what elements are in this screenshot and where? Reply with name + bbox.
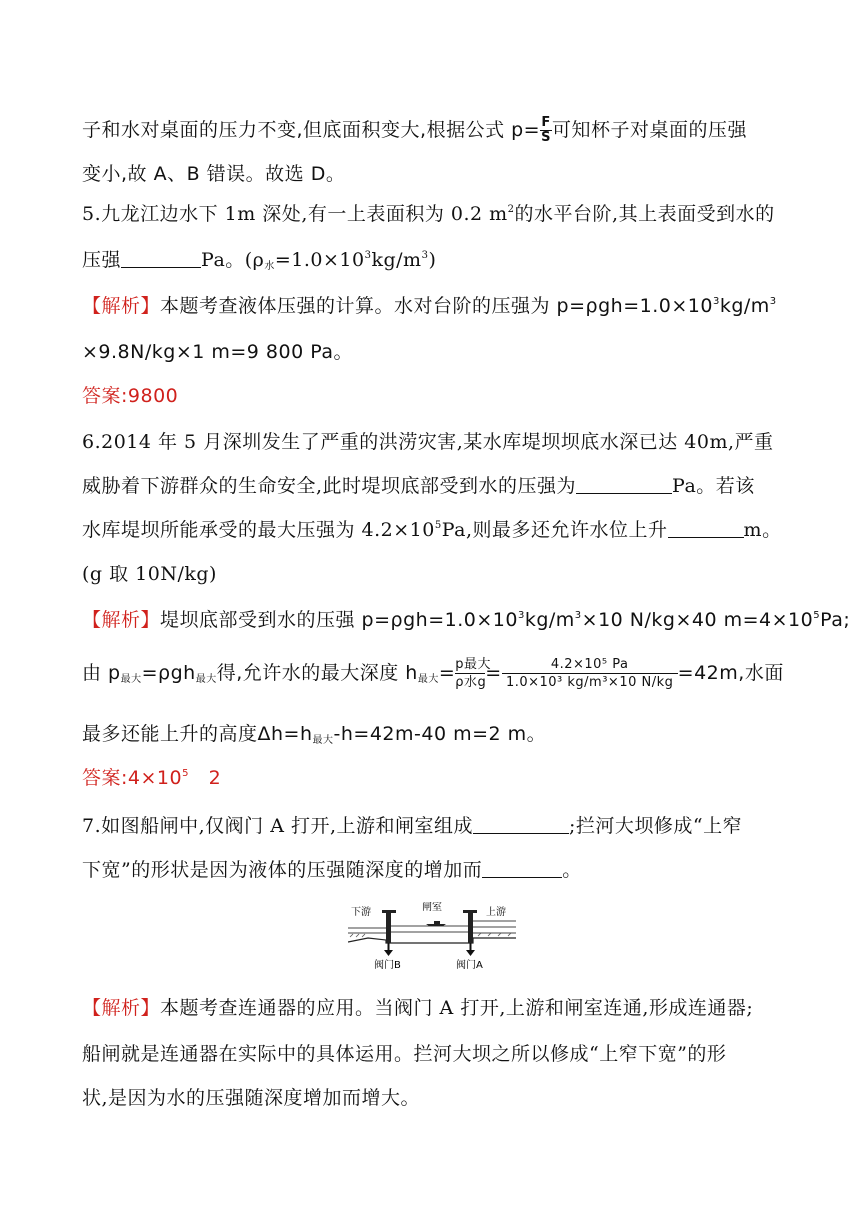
analysis-5-line2 (82, 338, 800, 366)
gate-b-top (382, 910, 396, 913)
figure-label-valve-b: 阀门B (374, 960, 401, 970)
text: 子和水对桌面的压力不变,但底面积变大,根据公式 (82, 119, 512, 141)
fraction-f-over-s (540, 116, 552, 145)
arrow-a-head (466, 950, 475, 956)
text: =ρgh (141, 662, 196, 684)
subscript: 最大 (312, 735, 334, 746)
question-5-line2 (82, 246, 800, 274)
analysis-6-line1 (82, 606, 851, 634)
subscript: 最大 (120, 674, 142, 685)
text: 得,允许水的最大深度 h (216, 662, 418, 684)
text: Pa。(ρ (201, 249, 265, 271)
superscript: 3 (574, 610, 582, 621)
text: ;拦河大坝修成“上窄 (569, 815, 743, 837)
subscript: 最大 (195, 674, 217, 685)
text: (g 取 10N/kg) (82, 563, 217, 585)
analysis-5-line1 (82, 292, 800, 320)
arrow-b-head (384, 950, 393, 956)
text: m。 (743, 519, 782, 541)
analysis-7-line1 (82, 994, 800, 1022)
text: 变小,故 A、B 错误。故选 D。 (82, 163, 346, 185)
answer-text: 答案:4×10 (82, 767, 183, 789)
text: 水库堤坝所能承受的最大压强为 4.2×10 (82, 519, 435, 541)
answer-blank[interactable] (576, 475, 672, 494)
text: 由 p (82, 662, 121, 684)
text: 状,是因为水的压强随深度增加而增大。 (82, 1087, 421, 1109)
text: 本题考查液体压强的计算。水对台阶的压强为 p=ρgh=1.0×10 (160, 295, 713, 317)
denominator: 1.0×10³ kg/m³×10 N/kg (505, 675, 674, 690)
text: 6.2014 年 5 月深圳发生了严重的洪涝灾害,某水库堤坝坝底水深已达 40m,严重 (82, 431, 774, 453)
figure-label-downstream: 下游 (351, 907, 371, 918)
text: 威胁着下游群众的生命安全,此时堤坝底部受到水的压强为 (82, 475, 577, 497)
question-7-line1 (82, 812, 800, 840)
text: ×9.8N/kg×1 m=9 800 Pa。 (82, 341, 353, 363)
text: 7.如图船闸中,仅阀门 A 打开,上游和闸室组成 (82, 815, 474, 837)
ground-hatch (350, 933, 511, 937)
text: 本题考查连通器的应用。当阀门 A 打开,上游和闸室连通,形成连通器; (160, 997, 754, 1019)
text: 最多还能上升的高度Δh=h (82, 723, 313, 745)
text: = (438, 662, 456, 684)
answer-blank[interactable] (482, 859, 562, 878)
text-line (82, 160, 800, 188)
analysis-tag: 【解析】 (82, 997, 161, 1019)
analysis-6-line2 (82, 656, 800, 691)
text: ×10 N/kg×40 m=4×10 (581, 609, 814, 631)
question-6-line1 (82, 428, 800, 456)
text-line (82, 116, 800, 145)
superscript: 2 (507, 204, 515, 215)
text: Pa,则最多还允许水位上升 (441, 519, 668, 541)
question-6-line2 (82, 472, 800, 500)
answer-6 (82, 764, 800, 792)
figure-label-valve-a: 阀门A (456, 960, 483, 970)
text: kg/m (371, 249, 422, 271)
text: ) (428, 249, 437, 271)
answer-text: 答案:9800 (82, 385, 179, 407)
subscript: 最大 (417, 674, 439, 685)
analysis-7-line2 (82, 1040, 800, 1068)
superscript: 5 (813, 610, 821, 621)
question-7-line2 (82, 856, 800, 884)
figure-label-chamber: 闸室 (422, 902, 442, 913)
text: -h=42m-40 m=2 m。 (333, 723, 547, 745)
denominator: ρ水g (455, 675, 487, 690)
text: =42m,水面 (677, 662, 784, 684)
text: 的水平台阶,其上表面受到水的 (514, 203, 775, 225)
numerator: p最大 (455, 657, 492, 672)
superscript: 3 (421, 250, 429, 261)
numerator: F (541, 115, 551, 130)
superscript: 3 (769, 296, 777, 307)
text: = (485, 662, 502, 684)
superscript: 3 (517, 610, 525, 621)
boat-cabin (434, 921, 440, 924)
ground-line (348, 938, 516, 943)
text: Pa。若该 (672, 475, 755, 497)
gate-b (386, 913, 391, 943)
text: 下宽”的形状是因为液体的压强随深度的增加而 (82, 859, 483, 881)
denominator: S (541, 130, 551, 145)
superscript: 5 (434, 520, 442, 531)
answer-blank[interactable] (473, 815, 569, 834)
analysis-tag: 【解析】 (82, 609, 161, 631)
answer-text: 2 (188, 767, 222, 789)
text: 。 (562, 859, 582, 881)
question-6-line4 (82, 560, 800, 588)
question-5-line1 (82, 200, 800, 228)
numerator: 4.2×10⁵ Pa (502, 656, 678, 674)
gate-a (468, 913, 473, 943)
fraction-numeric (502, 656, 678, 691)
analysis-tag: 【解析】 (82, 295, 161, 317)
text: kg/m (719, 295, 770, 317)
subscript: 水 (264, 261, 275, 272)
text: Pa; (820, 609, 851, 631)
figure-label-upstream: 上游 (486, 907, 506, 918)
ship-lock-figure (348, 902, 518, 970)
superscript: 3 (364, 250, 372, 261)
fraction-pmax-over-rho-g (455, 656, 492, 691)
answer-5 (82, 382, 800, 410)
text: =1.0×10 (274, 249, 365, 271)
answer-blank[interactable] (668, 519, 744, 538)
formula-p: p= (511, 119, 541, 141)
superscript: 5 (182, 768, 189, 779)
text: 船闸就是连通器在实际中的具体运用。拦河大坝之所以修成“上窄下宽”的形 (82, 1043, 727, 1065)
question-6-line3 (82, 516, 800, 544)
analysis-6-line3 (82, 720, 800, 748)
text: 5.九龙江边水下 1m 深处,有一上表面积为 0.2 m (82, 203, 508, 225)
text: 压强 (82, 249, 122, 271)
text: 可知杯子对桌面的压强 (551, 119, 747, 141)
text: kg/m (524, 609, 575, 631)
superscript: 3 (712, 296, 720, 307)
boat-icon (426, 924, 446, 926)
text: 堤坝底部受到水的压强 p=ρgh=1.0×10 (160, 609, 518, 631)
analysis-7-line3 (82, 1084, 800, 1112)
gate-a-top (463, 910, 477, 913)
answer-blank[interactable] (121, 249, 201, 268)
